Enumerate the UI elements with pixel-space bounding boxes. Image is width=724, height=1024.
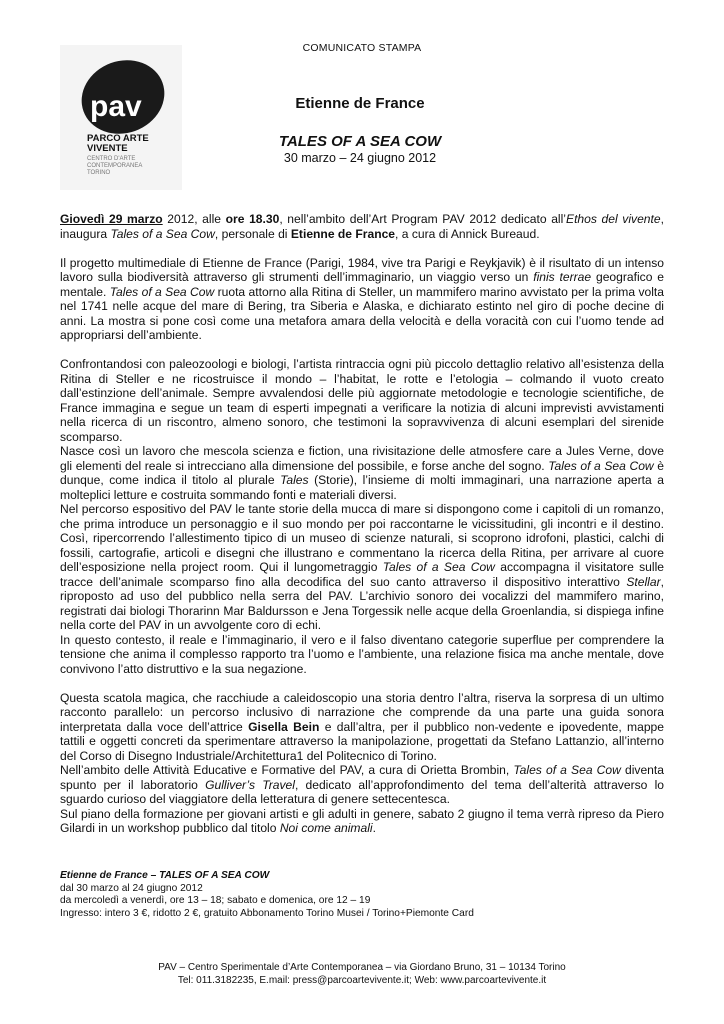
footer-contacts: Tel: 011.3182235, E.mail: press@parcoartevivente.it; Web: www.parcoartevivente.it xyxy=(177,974,547,986)
paragraph-education: Nell’ambito delle Attività Educative e Formative del PAV, a cura di Orietta Brombin, Tales of a Sea Cow diventa spunto per il laboratorio Gulliver’s Travel, dedicato all’approfondimento del tema dell’alterità attraverso lo sguardo curioso del viaggiatore della letteratura di genere settecentesca. xyxy=(60,763,664,806)
info-title: Etienne de France – TALES OF A SEA COW xyxy=(60,870,270,881)
pav-logo xyxy=(60,45,182,190)
paragraph-exhibition-path: Nel percorso espositivo del PAV le tante storie della mucca di mare si dispongono come i capitoli di un romanzo, che prima introduce un personaggio e il suo mondo per poi raccontarne le vicissitudini, gli incontri e il destino. Così, ripercorrendo l’allestimento tipico di un museo di scienze naturali, si scoprono idrofoni, plastici, calchi di fossili, cartografie, articoli e disegni che illustrano e commentano la ricerca della Ritina, per arrivare al cuore dell’esposizione nella project room. Qui il lungometraggio Tales of a Sea Cow accompagna il visitatore sulle tracce dell’animale scomparso fino alla decodifica del suo canto attraverso il dispositivo interattivo Stellar, riproposto ad uso del pubblico nella serra del PAV. L’archivio sonoro dei vocalizzi del mammifero marino, registrati dai biologi Thorarinn Mar Baldursson e Jena Torgessik nelle acque della Groenlandia, si dispiega infine nella corte del PAV in un avvolgente coro di echi. xyxy=(60,502,664,632)
exhibition-title: TALES OF A SEA COW xyxy=(278,133,442,150)
info-hours: da mercoledì a venerdì, ore 13 – 18; sabato e domenica, ore 12 – 19 xyxy=(60,895,371,907)
press-release-body xyxy=(60,212,664,836)
press-release-label: COMUNICATO STAMPA xyxy=(302,42,422,54)
paragraph-context: In questo contesto, il reale e l’immaginario, il vero e il falso diventano categorie superflue per comprendere la tensione che anima il complesso rapporto tra l’uomo e l’ambiente, una relazione fisica ma anche mentale, dove convivono l’atto distruttivo e la sua negazione. xyxy=(60,632,664,676)
logo-subline-2: CONTEMPORANEA xyxy=(87,163,143,169)
logo-subline-3: TORINO xyxy=(87,170,111,176)
opening-date: Giovedì 29 marzo xyxy=(60,212,163,226)
footer xyxy=(0,962,724,987)
paragraph-project: Il progetto multimediale di Etienne de France (Parigi, 1984, vive tra Parigi e Reykjavik) è il risultato di un intenso lavoro sulla biodiversità attraverso gli strumenti dell’immaginario, un viaggio verso un finis terrae geografico e mentale. Tales of a Sea Cow ruota attorno alla Ritina di Steller, un mammifero marino avvistato per la prima volta nel 1741 nelle acque del mare di Bering, tra Siberia e Alaska, e dichiarato estinto nel giro di poche decine di anni. La mostra si pone così come una metafora amara della velocità e della voracità con cui l’uomo tende ad appropriarsi dell’ambiente. xyxy=(60,255,664,342)
exhibition-info xyxy=(60,870,664,920)
info-dates: dal 30 marzo al 24 giugno 2012 xyxy=(60,882,203,894)
logo-mark: pav xyxy=(90,90,142,123)
paragraph-fiction: Nasce così un lavoro che mescola scienza e fiction, una rivisitazione delle atmosfere care a Jules Verne, dove gli elementi del reale si intrecciano alla dimensione del possibile, e forse anche del sogno. Tales of a Sea Cow è dunque, come indica il titolo al plurale Tales (Storie), l’insieme di molti immaginari, una narrazione aperta a molteplici letture e costruita sommando fonti e materiali diversi. xyxy=(60,444,664,502)
artist-name: Etienne de France xyxy=(295,95,425,112)
footer-address: PAV – Centro Sperimentale d’Arte Contemporanea – via Giordano Bruno, 31 – 10134 Torino xyxy=(158,962,566,973)
paragraph-intro: Giovedì 29 marzo 2012, alle ore 18.30, nell’ambito dell’Art Program PAV 2012 dedicato all’Ethos del vivente, inaugura Tales of a Sea Cow, personale di Etienne de France, a cura di Annick Bureaud. xyxy=(60,212,664,241)
exhibition-dates: 30 marzo – 24 giugno 2012 xyxy=(283,151,437,165)
info-tickets: Ingresso: intero 3 €, ridotto 2 €, gratuito Abbonamento Torino Musei / Torino+Piemonte Card xyxy=(60,907,474,919)
logo-line-2: VIVENTE xyxy=(87,143,128,154)
logo-subline-1: CENTRO D'ARTE xyxy=(87,156,136,162)
paragraph-inclusive: Questa scatola magica, che racchiude a caleidoscopio una storia dentro l’altra, riserva la sorpresa di un ultimo racconto parallelo: un percorso inclusivo di narrazione che comprende da una parte una guida sonora interpretata dalla voce dell’attrice Gisella Bein e dall’altra, per il pubblico non-vedente e ipovedente, mappe tattili e oggetti concreti da sperimentare attraverso la manipolazione, progettati da Stefano Lattanzio, all’interno del Corso di Disegno Industriale/Architettura1 del Politecnico di Torino. xyxy=(60,690,665,763)
logo-line-1: PARCO ARTE xyxy=(87,133,149,144)
paragraph-research: Confrontandosi con paleozoologi e biologi, l’artista rintraccia ogni più piccolo dettaglio relativo all’esistenza della Ritina di Steller e ne ricostruisce il mondo – l’habitat, le rotte e l’etologia – colmando il vuoto creato dall’estinzione dell’animale. Sempre avvalendosi delle più aggiornate metodologie e tecnologie scientifiche, de France immagina e segue un team di esperti impegnati a verificare la notizia di alcuni imprevisti avvistamenti nella ricerca di un riscontro, almeno sonoro, che testimoni la sopravvivenza di alcuni esemplari del sirenide scomparso. xyxy=(60,357,664,444)
paragraph-workshop: Sul piano della formazione per giovani artisti e gli adulti in genere, sabato 2 giugno il tema verrà ripreso da Piero Gilardi in un workshop pubblico dal titolo Noi come animali. xyxy=(60,806,664,835)
